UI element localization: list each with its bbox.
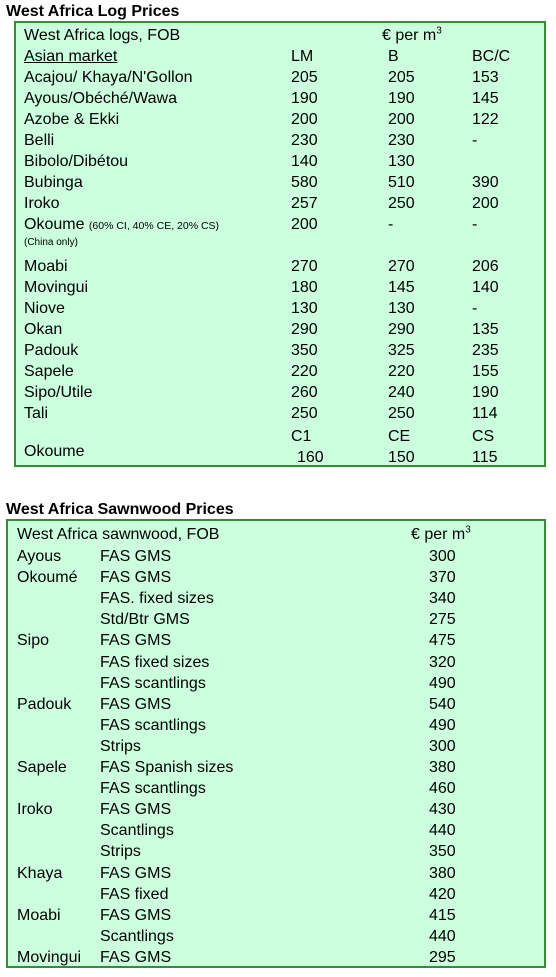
log-unit-label: € per $m^3$	[382, 25, 442, 44]
price-b: 240	[388, 384, 415, 401]
price-b: 230	[388, 132, 415, 149]
price-value: 540	[429, 695, 456, 713]
price-lm: 140	[291, 153, 318, 170]
grade-name: Scantlings	[100, 822, 174, 840]
column-header-lm: LM	[291, 48, 314, 65]
price-value: 300	[429, 737, 456, 755]
price-lm: 290	[291, 321, 318, 338]
species-name: Tali	[24, 405, 49, 422]
log-header-label: West Africa logs, FOB	[24, 27, 181, 44]
log-row	[16, 256, 544, 277]
price-value: 460	[429, 780, 456, 798]
price-b: 290	[388, 321, 415, 338]
price-value: 275	[429, 611, 456, 629]
column-header-bcc: BC/C	[472, 48, 511, 65]
log-row	[16, 361, 544, 382]
price-lm: 200	[291, 216, 318, 233]
sawnwood-prices-table	[6, 519, 546, 968]
sawnwood-header-label: West Africa sawnwood, FOB	[17, 526, 220, 543]
grade-name: Strips	[100, 843, 141, 861]
price-value: 420	[429, 885, 456, 903]
sawnwood-row	[8, 736, 544, 757]
price-bcc: 235	[472, 342, 499, 359]
price-lm: 190	[291, 90, 318, 107]
grade-name: FAS GMS	[100, 864, 172, 882]
log-row	[16, 340, 544, 361]
species-name: Azobe & Ekki	[24, 111, 120, 128]
price-value: 490	[429, 674, 456, 692]
grade-name: FAS GMS	[100, 906, 172, 924]
price-b: 205	[388, 69, 415, 86]
price-lm: 130	[291, 300, 318, 317]
price-ce: 150	[388, 449, 415, 466]
sawnwood-row	[8, 546, 544, 567]
log-row	[16, 298, 544, 319]
log-row	[16, 403, 544, 424]
price-lm: 180	[291, 279, 318, 296]
sawnwood-row	[8, 926, 544, 947]
price-b: -	[388, 216, 394, 233]
log-row	[16, 109, 544, 130]
price-b: 130	[388, 300, 415, 317]
price-b: 325	[388, 342, 415, 359]
species-name: Sipo	[17, 632, 50, 650]
species-name: Iroko	[24, 195, 60, 212]
species-name: Okoume	[24, 443, 85, 460]
sawnwood-unit-label: € per $m^3$	[411, 524, 471, 543]
price-c1: 160	[297, 449, 324, 466]
sawnwood-row	[8, 820, 544, 841]
log-row	[16, 382, 544, 403]
species-name: Sipo/Utile	[24, 384, 93, 401]
species-name: Padouk	[24, 342, 79, 359]
price-b: 220	[388, 363, 415, 380]
price-bcc: 390	[472, 174, 499, 191]
price-value: 430	[429, 801, 456, 819]
log-row	[16, 193, 544, 214]
price-value: 350	[429, 843, 456, 861]
log-row	[16, 88, 544, 109]
sawnwood-prices-title: West Africa Sawnwood Prices	[6, 501, 234, 518]
grade-name: Strips	[100, 737, 141, 755]
price-bcc: -	[472, 216, 478, 233]
species-name: Sapele	[24, 363, 74, 380]
price-bcc: 135	[472, 321, 499, 338]
price-lm: 260	[291, 384, 318, 401]
sawnwood-row	[8, 588, 544, 609]
sawnwood-row	[8, 694, 544, 715]
price-lm: 205	[291, 69, 318, 86]
price-value: 380	[429, 864, 456, 882]
price-bcc: 140	[472, 279, 499, 296]
sawnwood-row	[8, 609, 544, 630]
sawnwood-row	[8, 673, 544, 694]
price-bcc: -	[472, 132, 478, 149]
price-value: 300	[429, 548, 456, 565]
sawnwood-row	[8, 652, 544, 673]
sawnwood-row	[8, 757, 544, 778]
species-name: Moabi	[24, 258, 68, 275]
price-b: 145	[388, 279, 415, 296]
grade-name: FAS GMS	[100, 695, 172, 713]
log-row-okoume	[16, 214, 544, 235]
price-lm: 200	[291, 111, 318, 128]
grade-name: FAS scantlings	[100, 716, 206, 734]
price-bcc: 190	[472, 384, 499, 401]
price-b: 190	[388, 90, 415, 107]
price-lm: 230	[291, 132, 318, 149]
grade-name: Scantlings	[100, 927, 174, 945]
grade-name: FAS scantlings	[100, 780, 206, 798]
price-value: 490	[429, 716, 456, 734]
grade-name: FAS fixed sizes	[100, 653, 210, 671]
grade-name: Std/Btr GMS	[100, 611, 190, 629]
price-bcc: 122	[472, 111, 499, 128]
species-name: Iroko	[17, 801, 53, 819]
log-row	[16, 319, 544, 340]
species-name: Khaya	[17, 864, 63, 882]
species-name: Belli	[24, 132, 55, 149]
okoume-china-note: (China only)	[24, 237, 78, 248]
species-name: Okoumé	[17, 569, 78, 587]
sawnwood-row	[8, 884, 544, 905]
log-row	[16, 277, 544, 298]
log-prices-title: West Africa Log Prices	[6, 3, 180, 20]
price-b: 200	[388, 111, 415, 128]
price-b: 270	[388, 258, 415, 275]
price-lm: 220	[291, 363, 318, 380]
log-row	[16, 172, 544, 193]
price-bcc: 145	[472, 90, 499, 107]
price-value: 440	[429, 927, 456, 945]
price-value: 320	[429, 653, 456, 671]
asian-market-label: Asian market	[24, 48, 118, 65]
grade-cs: CS	[472, 428, 495, 445]
grade-name: FAS GMS	[100, 632, 172, 650]
log-row	[16, 130, 544, 151]
grade-name: FAS GMS	[100, 548, 172, 565]
price-lm: 350	[291, 342, 318, 359]
price-b: 250	[388, 195, 415, 212]
log-row	[16, 67, 544, 88]
sawnwood-row	[8, 567, 544, 588]
okoume-grade-prices	[16, 447, 544, 468]
log-row	[16, 151, 544, 172]
price-b: 510	[388, 174, 415, 191]
price-value: 415	[429, 906, 456, 924]
grade-name: FAS GMS	[100, 801, 172, 819]
price-lm: 250	[291, 405, 318, 422]
species-name: Moabi	[17, 906, 61, 924]
species-name: Movingui	[24, 279, 89, 296]
grade-name: FAS. fixed sizes	[100, 590, 214, 608]
species-name: Okan	[24, 321, 63, 338]
column-header-b: B	[388, 48, 399, 65]
sawnwood-row	[8, 778, 544, 799]
price-bcc: 200	[472, 195, 499, 212]
log-columns-row	[16, 46, 544, 67]
price-b: 130	[388, 153, 415, 170]
price-value: 295	[429, 948, 456, 966]
species-name: Acajou/ Khaya/N'Gollon	[24, 69, 193, 86]
price-lm: 270	[291, 258, 318, 275]
price-b: 250	[388, 405, 415, 422]
price-lm: 580	[291, 174, 318, 191]
grade-name: FAS scantlings	[100, 674, 206, 692]
price-value: 475	[429, 632, 456, 650]
price-cs: 115	[472, 449, 498, 466]
sawnwood-table-header	[8, 524, 544, 545]
price-bcc: 155	[472, 363, 499, 380]
species-name: Ayous	[17, 548, 62, 565]
grade-name: FAS GMS	[100, 948, 172, 966]
price-value: 370	[429, 569, 456, 587]
sawnwood-row	[8, 841, 544, 862]
species-name: Ayous/Obéché/Wawa	[24, 90, 177, 107]
sawnwood-row	[8, 947, 544, 968]
log-table-header	[16, 25, 544, 46]
price-value: 440	[429, 822, 456, 840]
species-name: Padouk	[17, 695, 72, 713]
species-name: Bibolo/Dibétou	[24, 153, 129, 170]
grade-name: FAS GMS	[100, 569, 172, 587]
species-name: Okoume (60% CI, 40% CE, 20% CS)	[24, 216, 220, 233]
species-name: Sapele	[17, 759, 67, 776]
species-name: Bubinga	[24, 174, 83, 191]
sawnwood-row	[8, 799, 544, 820]
species-name: Movingui	[17, 948, 82, 966]
grade-name: FAS Spanish sizes	[100, 759, 234, 776]
price-bcc: 153	[472, 69, 499, 86]
sawnwood-row	[8, 715, 544, 736]
sawnwood-row	[8, 905, 544, 926]
price-bcc: -	[472, 300, 478, 317]
grade-ce: CE	[388, 428, 411, 445]
price-lm: 257	[291, 195, 318, 212]
price-bcc: 114	[472, 405, 498, 422]
log-prices-table	[14, 21, 546, 467]
grade-name: FAS fixed	[100, 885, 169, 903]
sawnwood-row	[8, 630, 544, 651]
sawnwood-row	[8, 863, 544, 884]
price-bcc: 206	[472, 258, 499, 275]
price-value: 380	[429, 759, 456, 776]
species-name: Niove	[24, 300, 65, 317]
price-value: 340	[429, 590, 456, 608]
grade-c1: C1	[291, 428, 312, 445]
